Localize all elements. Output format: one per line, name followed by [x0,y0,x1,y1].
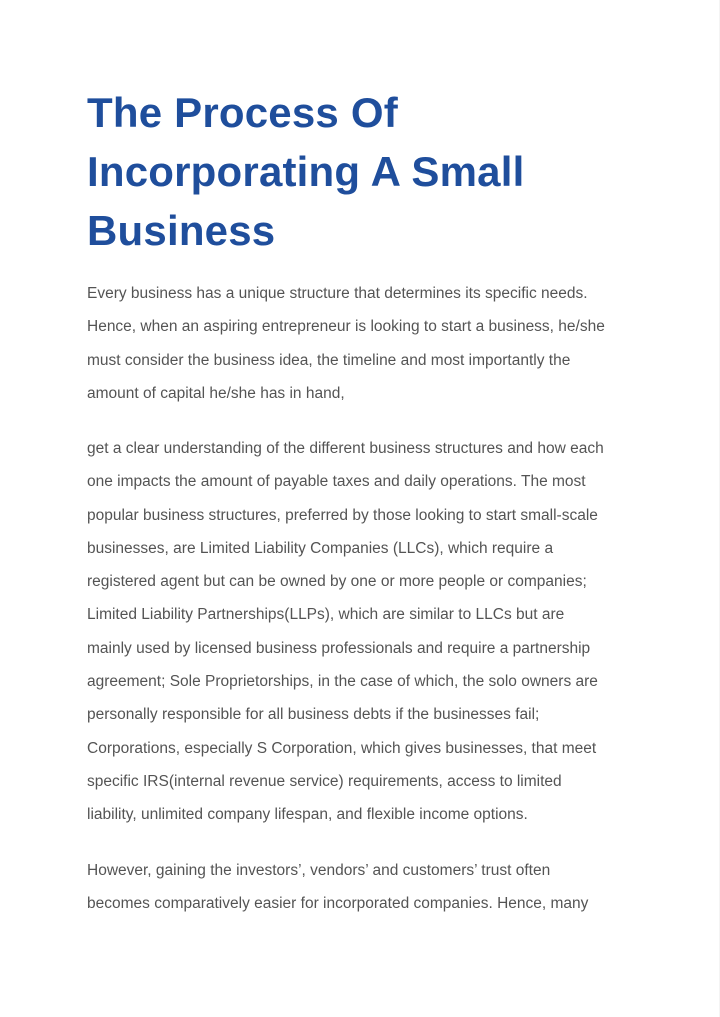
text-line: personally responsible for all business debts if the businesses fail; [87,706,540,724]
text-line: registered agent but can be owned by one or more people or companies; [87,573,587,591]
title-line: Business [87,207,276,254]
title-line: The Process Of [87,89,398,136]
text-line: must consider the business idea, the timeline and most importantly the [87,351,571,369]
text-line: mainly used by licensed business professionals and require a partnership [87,639,591,657]
text-line: amount of capital he/she has in hand, [87,384,345,402]
text-line: Hence, when an aspiring entrepreneur is looking to start a business, he/she [87,318,605,336]
text-line: agreement; Sole Proprietorships, in the case of which, the solo owners are [87,673,598,691]
text-line: Every business has a unique structure that determines its specific needs. [87,285,588,302]
text-line: businesses, are Limited Liability Companies (LLCs), which require a [87,539,554,557]
text-line: However, gaining the investors’, vendors’ and customers’ trust often [87,862,551,879]
text-line: becomes comparatively easier for incorporated companies. Hence, many [87,895,589,913]
paragraph-intro [87,277,687,410]
text-line: get a clear understanding of the different business structures and how each [87,440,604,457]
text-line: popular business structures, preferred by those looking to start small-scale [87,506,598,524]
title-line: Incorporating A Small [87,148,525,195]
text-line: Limited Liability Partnerships(LLPs), which are similar to LLCs but are [87,606,565,624]
text-line: liability, unlimited company lifespan, and flexible income options. [87,806,528,824]
text-line: one impacts the amount of payable taxes and daily operations. The most [87,473,586,491]
text-line: Corporations, especially S Corporation, which gives businesses, that meet [87,739,597,757]
paragraph-structures [87,432,687,832]
paragraph-trust [87,854,687,921]
page-title [87,83,647,260]
text-line: specific IRS(internal revenue service) requirements, access to limited [87,772,562,790]
